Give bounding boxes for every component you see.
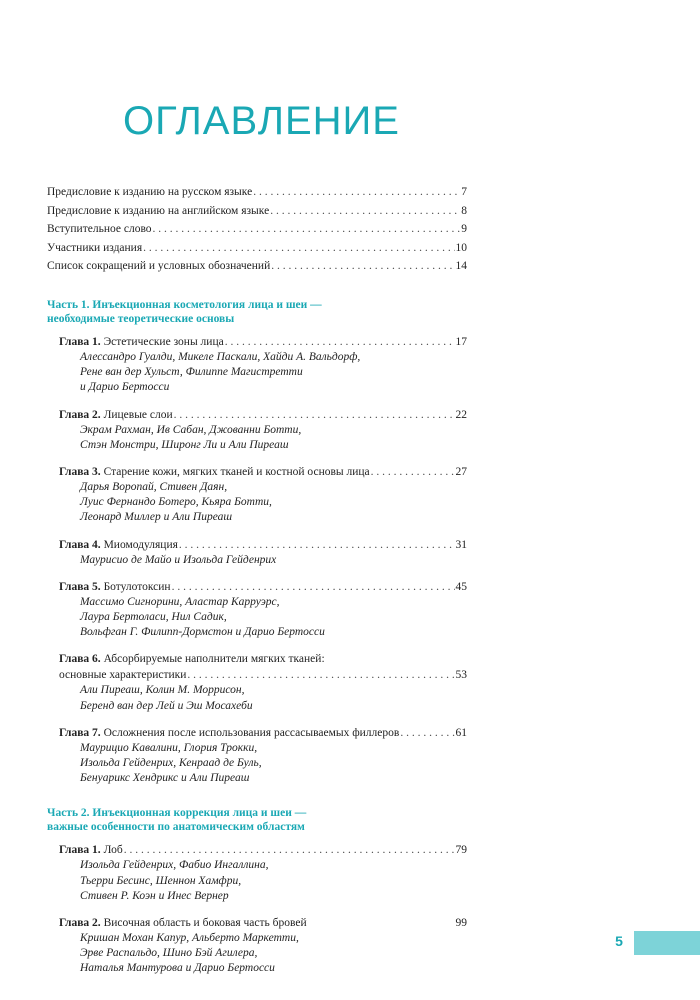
page-tab-bar [634, 931, 700, 955]
chapter-authors [80, 931, 467, 977]
chapter-authors [80, 858, 467, 904]
chapter-title-continued: основные характеристики [59, 669, 187, 682]
chapter-page: 31 [455, 538, 467, 551]
author-line: Кришан Мохан Капур, Альберто Маркетти, [80, 932, 299, 945]
toc-entry-title: Предисловие к изданию на русском языке [47, 186, 253, 198]
author-line: Стэн Монстри, Широнг Ли и Али Пиреаш [80, 438, 289, 451]
toc-entry-title: Предисловие к изданию на английском языке [47, 204, 270, 217]
chapter-authors [80, 595, 467, 641]
chapter-entry[interactable] [59, 537, 467, 568]
chapter-entry[interactable] [59, 334, 467, 396]
part-heading[interactable] [47, 298, 467, 326]
author-line: Стивен Р. Коэн и Инес Вернер [80, 889, 229, 902]
chapter-page: 99 [455, 917, 467, 930]
chapter-title: Старение кожи, мягких тканей и костной основы лица [103, 465, 370, 478]
chapter-title: Ботулотоксин [103, 580, 171, 593]
author-line: Экрам Рахман, Ив Сабан, Джованни Ботти, [80, 423, 302, 436]
chapter-title: Осложнения после использования рассасываемых филлеров [103, 726, 400, 739]
chapter-authors [80, 423, 467, 453]
chapter-entry[interactable] [59, 651, 467, 713]
author-line: Наталья Мантурова и Дарио Бертосси [80, 962, 275, 975]
chapter-entry[interactable] [59, 842, 467, 904]
chapter-label: Глава 7. [59, 726, 101, 739]
author-line: и Дарио Бертосси [80, 381, 170, 394]
chapter-label: Глава 1. [59, 844, 101, 857]
author-line: Алессандро Гуалди, Микеле Паскали, Хайди А. Вальдорф, [80, 350, 361, 363]
chapter-page: 17 [455, 335, 467, 348]
chapter-label: Глава 2. [59, 408, 101, 421]
author-line: Леонард Миллер и Али Пиреаш [80, 511, 233, 524]
author-line: Эрве Распальдо, Шино Бэй Агилера, [80, 947, 258, 960]
chapter-authors [80, 480, 467, 526]
toc-entry[interactable] [47, 220, 467, 239]
toc-entry[interactable] [47, 183, 467, 202]
chapter-entry[interactable] [59, 915, 467, 977]
chapter-page: 27 [455, 465, 467, 478]
author-line: Вольфган Г. Филипп-Дормстон и Дарио Бертосси [80, 626, 325, 639]
toc-entry-page: 14 [455, 260, 467, 273]
chapter-authors [80, 350, 467, 396]
toc-entry[interactable] [47, 202, 467, 221]
author-line: Луис Фернандо Ботеро, Кьяра Ботти, [80, 496, 272, 509]
chapter-label: Глава 1. [59, 335, 101, 348]
author-line: Маурицио Кавалини, Глория Трокки, [80, 741, 258, 754]
chapter-entry[interactable] [59, 579, 467, 641]
toc-entry[interactable] [47, 239, 467, 258]
chapter-title: Лоб [103, 844, 123, 857]
author-line: Изольда Гейденрих, Кенраад де Буль, [80, 757, 262, 770]
part-heading-line: необходимые теоретические основы [47, 312, 235, 325]
part-heading[interactable] [47, 806, 467, 834]
chapter-page: 61 [455, 726, 467, 739]
chapter-entry[interactable] [59, 407, 467, 453]
author-line: Лаура Бертоласи, Нил Садик, [80, 611, 227, 623]
toc-entry-title: Список сокращений и условных обозначений [47, 260, 271, 273]
page-title: ОГЛАВЛЕНИЕ [123, 99, 400, 143]
author-line: Али Пиреаш, Колин М. Моррисон, [80, 684, 245, 697]
chapter-label: Глава 3. [59, 465, 101, 478]
chapter-page: 45 [455, 580, 467, 593]
chapter-title: Миомодуляция [103, 538, 178, 551]
part-heading-line: Часть 2. Инъекционная коррекция лица и шеи — [47, 807, 307, 820]
toc-entry-title: Участники издания [47, 241, 143, 254]
chapter-entry[interactable] [59, 725, 467, 787]
toc-entry-title: Вступительное слово [47, 223, 152, 236]
toc-entry-page: 8 [461, 204, 467, 217]
chapter-title: Лицевые слои [103, 408, 173, 421]
toc-entry-page: 9 [461, 223, 467, 236]
author-line: Массимо Сигнорини, Аластар Карруэрс, [80, 595, 280, 608]
chapter-authors [80, 553, 467, 568]
toc-entry-page: 7 [461, 186, 467, 198]
part-heading-line: важные особенности по анатомическим областям [47, 821, 305, 834]
chapter-page: 79 [455, 844, 467, 857]
toc-entry[interactable] [47, 257, 467, 276]
chapter-title: Височная область и боковая часть бровей [103, 917, 307, 930]
author-line: Рене ван дер Хульст, Филиппе Магистретти [80, 366, 303, 379]
chapter-label: Глава 6. [59, 653, 101, 666]
chapter-authors [80, 741, 467, 787]
chapter-title: Абсорбируемые наполнители мягких тканей: [103, 653, 325, 666]
table-of-contents [47, 183, 467, 988]
chapter-label: Глава 2. [59, 917, 101, 930]
chapter-title: Эстетические зоны лица [103, 335, 224, 348]
author-line: Дарья Воропай, Стивен Даян, [80, 480, 228, 493]
chapter-page: 53 [455, 669, 467, 682]
chapter-label: Глава 4. [59, 538, 101, 551]
author-line: Бенуарикс Хендрикс и Али Пиреаш [80, 772, 250, 785]
part-heading-line: Часть 1. Инъекционная косметология лица и шеи — [47, 298, 322, 311]
author-line: Маурисио де Майо и Изольда Гейденрих [80, 553, 277, 566]
chapter-page: 22 [455, 408, 467, 421]
page-number: 5 [615, 933, 623, 949]
chapter-label: Глава 5. [59, 580, 101, 593]
author-line: Изольда Гейденрих, Фабио Ингаллина, [80, 859, 269, 872]
author-line: Тьерри Бесинс, Шеннон Хамфри, [80, 874, 242, 887]
toc-entry-page: 10 [455, 241, 467, 254]
chapter-entry[interactable] [59, 464, 467, 526]
chapter-authors [80, 683, 467, 713]
author-line: Беренд ван дер Лей и Эш Мосахеби [80, 699, 253, 712]
